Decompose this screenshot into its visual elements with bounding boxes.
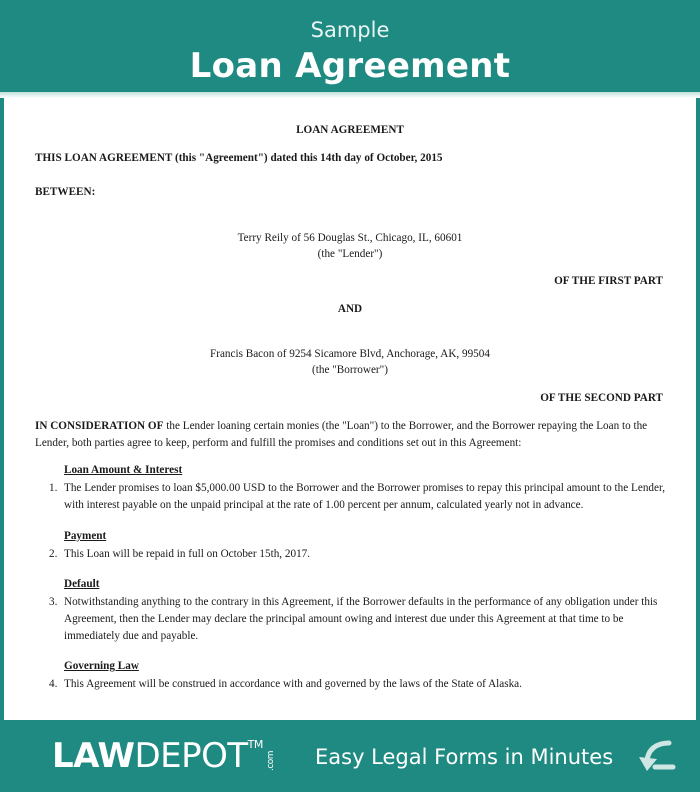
logo-com: .com [265,750,276,772]
header-title: Loan Agreement [189,46,511,86]
section-number: 3. [49,596,58,608]
first-part-label: OF THE FIRST PART [554,275,663,287]
between-label: BETWEEN: [35,186,96,198]
borrower-role: (the "Borrower") [312,364,388,376]
consideration-lead: IN CONSIDERATION OF [35,420,164,432]
second-part-label: OF THE SECOND PART [540,392,663,404]
logo-law: LAW [52,736,135,776]
document-title: LOAN AGREEMENT [296,124,404,136]
section-heading-governing-law: Governing Law [64,660,139,672]
logo-depot: DEPOT [134,736,248,776]
section-heading-payment: Payment [64,530,107,542]
document-page [4,95,696,720]
consideration-paragraph [35,418,667,452]
section-text: This Loan will be repaid in full on October 15th, 2017. [64,548,311,560]
header-banner [0,0,700,92]
section-number: 1. [49,482,58,494]
intro-line: THIS LOAN AGREEMENT (this "Agreement") dated this 14th day of October, 2015 [35,152,443,164]
section-text: The Lender promises to loan $5,000.00 USD to the Borrower and the Borrower promises to repay this principal amount to the Lender, with interest payable on the unpaid principal at the rate of 1.00 percent per annum, calculated yearly not in advance. [64,482,666,511]
logo-trademark: TM [247,738,263,751]
consideration-text: the Lender loaning certain monies (the "Loan") to the Borrower, and the Borrower repaying the Loan to the Lender, both parties agree to keep, perform and fulfill the promises and conditions set out in this Agreement: [35,420,648,449]
lender-role: (the "Lender") [317,248,383,260]
section-heading-loan-amount: Loan Amount & Interest [64,464,183,476]
and-label: AND [337,303,363,315]
section-text: This Agreement will be construed in accordance with and governed by the laws of the State of Alaska. [64,678,522,690]
lender-address: Terry Reily of 56 Douglas St., Chicago, IL, 60601 [237,232,463,244]
section-number: 2. [49,548,58,560]
footer-tagline: Easy Legal Forms in Minutes [315,745,614,769]
loan-agreement-document [4,95,696,720]
header-subtitle: Sample [310,18,390,42]
section-number: 4. [49,678,58,690]
lawdepot-logo[interactable] [52,736,283,776]
borrower-address: Francis Bacon of 9254 Sicamore Blvd, Anchorage, AK, 99504 [210,348,490,360]
section-text: Notwithstanding anything to the contrary in this Agreement, if the Borrower defaults in the performance of any obligation under this Agreement, then the Lender may declare the principal amount owing and interest due under this Agreement at that time to be immediately due and payable. [64,596,658,642]
curved-arrow-icon[interactable] [635,737,677,777]
footer-banner [0,720,700,792]
section-heading-default: Default [64,578,100,590]
